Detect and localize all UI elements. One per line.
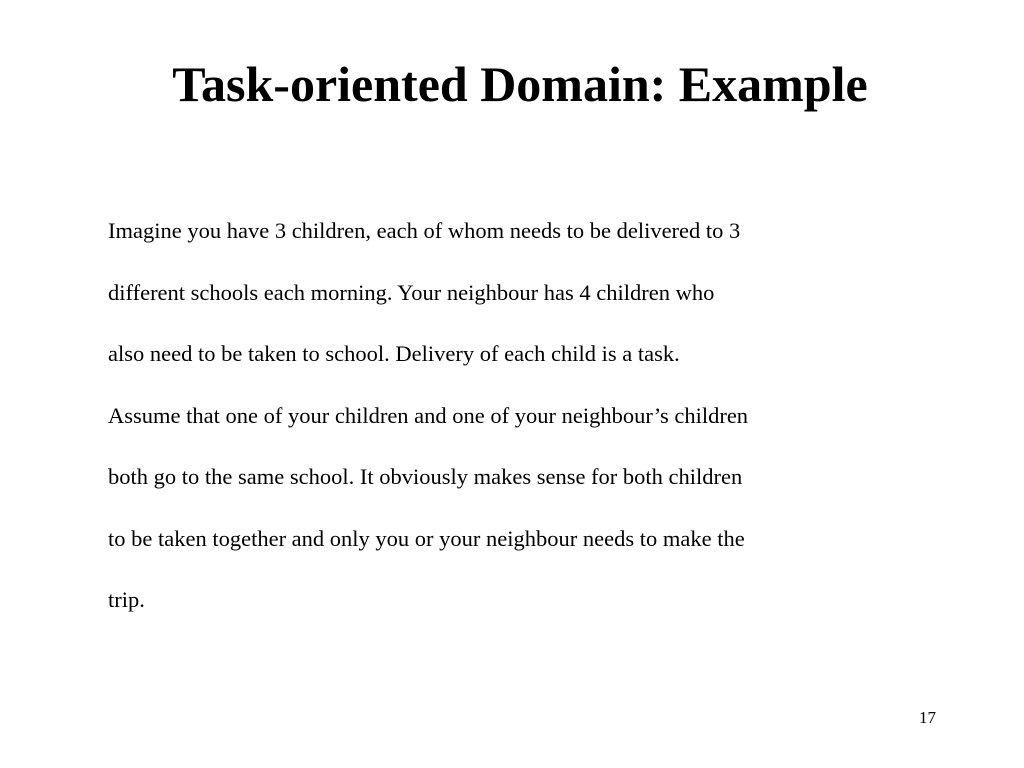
body-line: to be taken together and only you or your neighbour needs to make the [108, 525, 745, 551]
body-line: trip. [108, 587, 145, 612]
page-number: 17 [919, 708, 936, 727]
body-line: different schools each morning. Your neighbour has 4 children who [108, 279, 715, 305]
body-line: Assume that one of your children and one of your neighbour’s children [108, 402, 749, 428]
body-line: Imagine you have 3 children, each of whom needs to be delivered to 3 [108, 218, 741, 243]
body-line: both go to the same school. It obviously makes sense for both children [108, 464, 743, 489]
slide-body [108, 200, 928, 631]
slide-title: Task-oriented Domain: Example [172, 56, 868, 112]
body-line: also need to be taken to school. Delivery of each child is a task. [108, 341, 680, 366]
